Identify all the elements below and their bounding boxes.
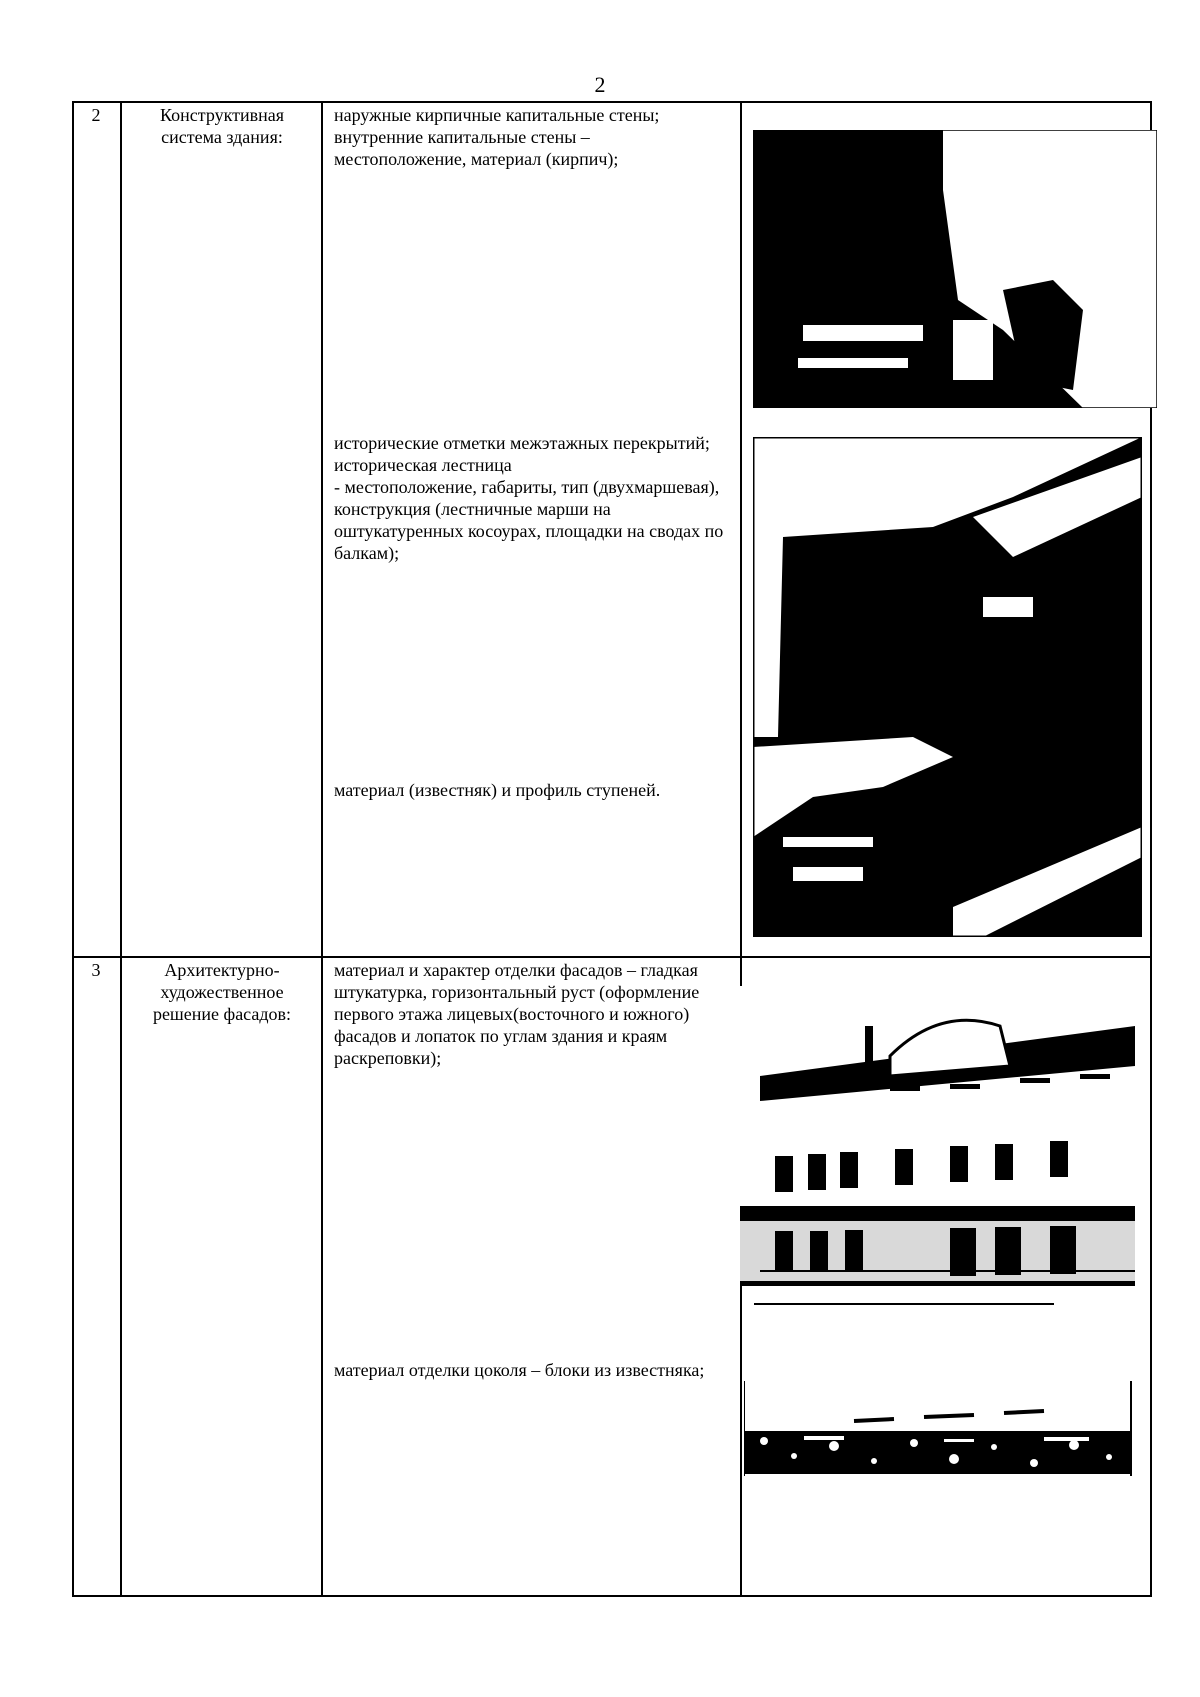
row-description: материал (известняк) и профиль ступеней. xyxy=(334,780,661,800)
column-divider-desc xyxy=(740,101,742,1597)
row-number: 3 xyxy=(91,960,101,980)
row-description: материал и характер отделки фасадов – гладкая штукатурка, горизонтальный руст (оформление первого этажа лицевых(восточного и южного) фасадов и лопаток по углам здания и краям раскреповки); xyxy=(334,960,700,1068)
table-border-bottom xyxy=(72,1595,1152,1597)
monument-table xyxy=(72,101,1152,1597)
photo-interior-walls xyxy=(753,130,1157,408)
page-number: 2 xyxy=(594,72,606,97)
row-description: исторические отметки межэтажных перекрытий; историческая лестница - местоположение, габариты, тип (двухмаршевая), конструкция (лестничные марши на оштукатуренных косоурах, площадки на сводах по балкам); xyxy=(334,433,724,563)
row-divider xyxy=(72,956,1152,958)
photo-facade xyxy=(740,986,1135,1286)
row-name: Конструктивная система здания: xyxy=(160,105,284,147)
photo-historic-staircase xyxy=(753,437,1142,937)
photo-separator-line xyxy=(754,1303,1054,1305)
photo-plinth xyxy=(744,1381,1132,1476)
table-border-top xyxy=(72,101,1152,103)
row-description: материал отделки цоколя – блоки из известняка; xyxy=(334,1360,705,1380)
row-name: Архитектурно-художественное решение фасадов: xyxy=(152,960,292,1024)
column-divider-num xyxy=(120,101,122,1597)
table-border-left xyxy=(72,101,74,1597)
row-description: наружные кирпичные капитальные стены; внутренние капитальные стены – местоположение, материал (кирпич); xyxy=(334,105,660,169)
row-number: 2 xyxy=(91,105,101,125)
column-divider-name xyxy=(321,101,323,1597)
